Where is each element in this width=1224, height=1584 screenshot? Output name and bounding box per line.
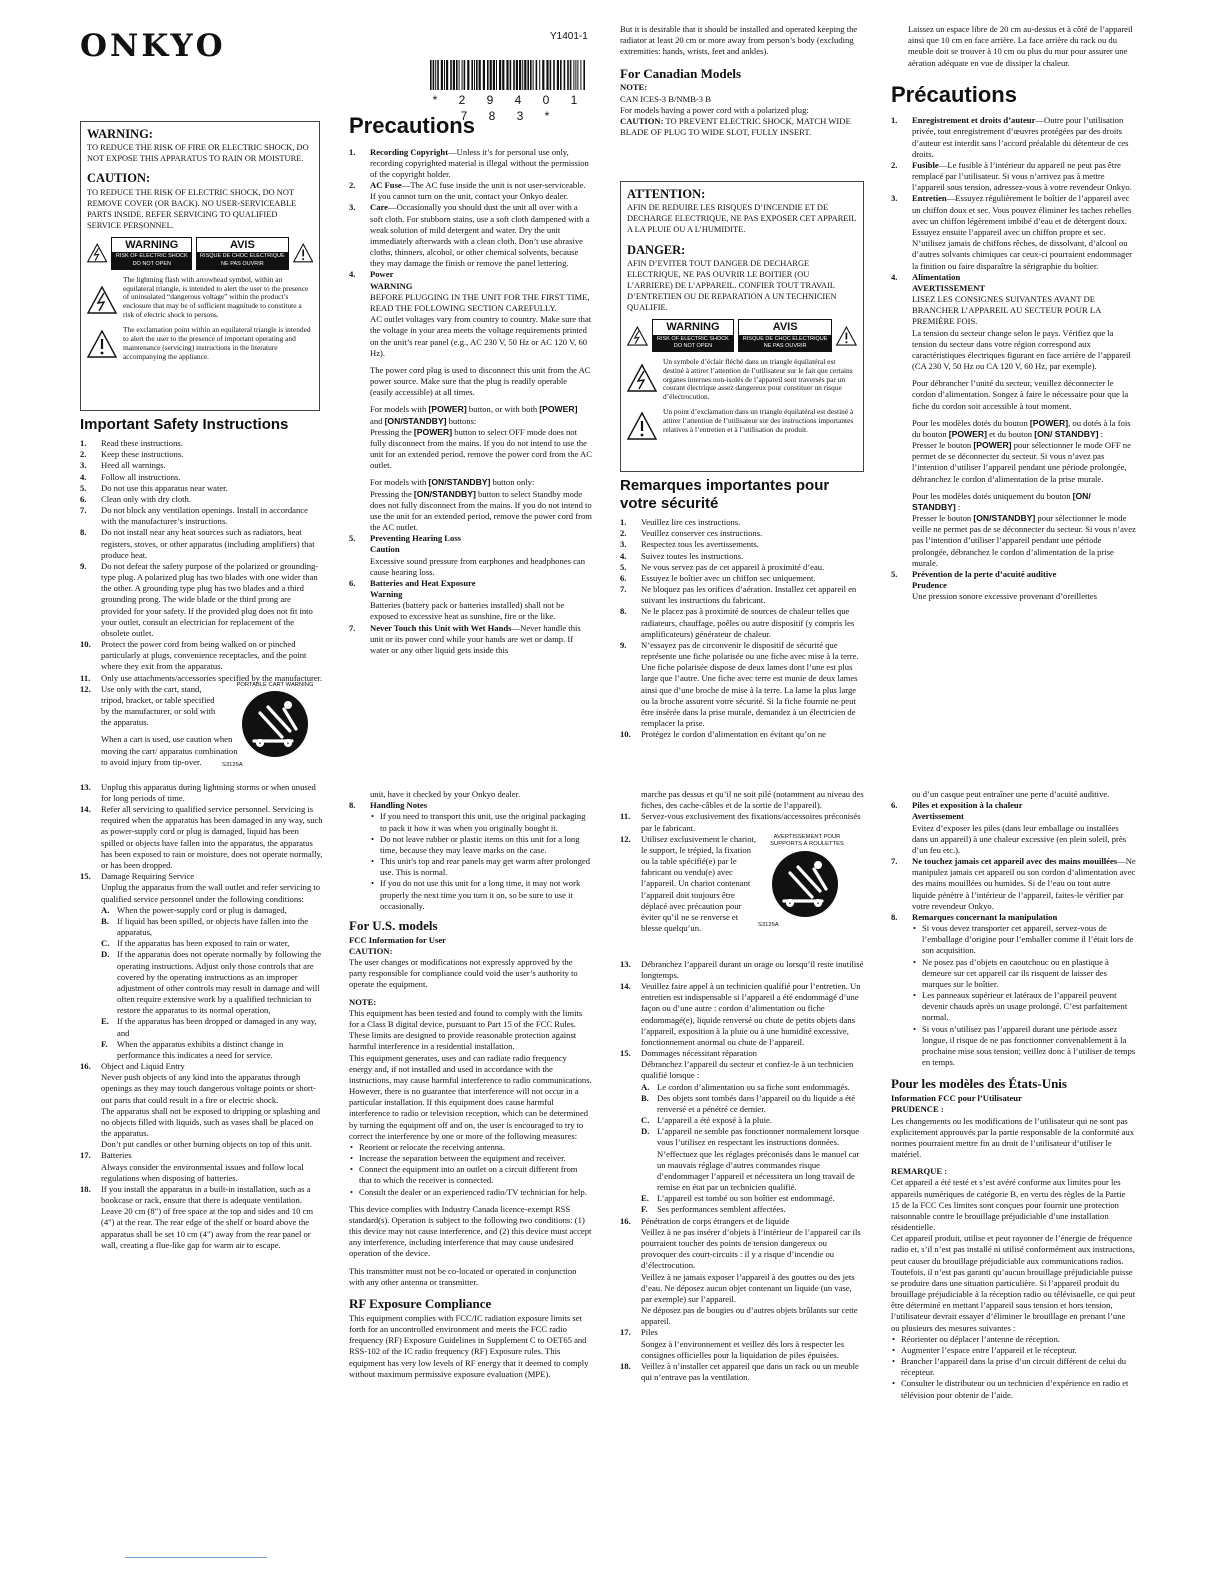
fr-safety-item-8: 9. N’essayez pas de circonvenir le dispositif de sécurité que représente une fiche polarisée ou une fiche avec mise à la terre. Une fiche polarisée dispose de deux lames dont l’une est plus large que l’autre. Une fiche avec terre est munie de deux lames ainsi que d’une broche de mise à la terre. La lame la plus large ou la broche assurent votre sécurité. Si la fiche fournie ne peut être insérée dans la prise murale, demandez à un électricien de remplacer la prise.	[620, 639, 859, 729]
column-2	[349, 112, 592, 656]
fr-handling-note-1: • Ne posez pas d’objets en caoutchouc ou en plastique à demeure sur cet appareil car ils risquent de laisser des marques sur le boîtier.	[912, 957, 1136, 991]
handling-note-0: • If you need to transport this unit, use the original packaging to pack it how it was when you originally bought it.	[370, 811, 592, 833]
safety-item-7: 8. Do not install near any heat sources such as radiators, heat registers, stoves, or other apparatus (including amplifiers) that produce heat.	[80, 527, 315, 560]
safety-item-5: 6. Clean only with dry cloth.	[80, 493, 191, 504]
cart-tipover-icon	[240, 689, 310, 759]
precaution-5: 5. Preventing Hearing Loss Caution Excessive sound pressure from earphones and headphones can cause hearing loss.	[349, 533, 586, 577]
safety-item-2: 3. Heed all warnings.	[80, 460, 166, 471]
fr-handling-note-0: • Si vous devez transporter cet appareil, servez-vous de l’emballage d’origine pour l’emballer comme il l’était lors de son acquisition.	[912, 923, 1136, 957]
us-models-title: For U.S. models	[349, 917, 438, 933]
precaution-4: 4. Power WARNING BEFORE PLUGGING IN THE UNIT FOR THE FIRST TIME, READ THE FOLLOWING SECTION CAREFULLY. AC outlet voltages vary from country to country. Make sure that the voltage in your area meets the voltage requirements printed on the unit’s rear panel (e.g., AC 230 V, 50 Hz or AC 120 V, 60 Hz). The power cord plug is used to disconnect this unit from the AC power source. Make sure that the plug is readily operable (easily accessible) at all times. For models with [POWER] button, or with both [POWER] and [ON/STANDBY] buttons: Pressing the [POWER] button to select OFF mode does not fully disconnect from the mains. If you do not intend to use the unit for an extended period, remove the power cord from the AC outlet. For models with [ON/STANDBY] button only: Pressing the [ON/STANDBY] button to select Standby mode does not fully disconnect from the mains. If you do not intend to use the unit for an extended period, remove the power cord from the AC outlet.	[349, 269, 592, 533]
safety-item-10: 11. Only use attachments/accessories specified by the manufacturer.	[80, 672, 323, 683]
fr-fcc-measure-1: • Augmenter l’espace entre l’appareil et le récepteur.	[891, 1345, 1136, 1356]
handling-note-1: • Do not leave rubber or plastic items on this unit for a long time, because they may leave marks on the case.	[370, 834, 592, 856]
safety-item-17: 17. Batteries Always consider the environmental issues and follow local regulations when disposing of batteries.	[80, 1150, 304, 1183]
safety-item-12: 12. Use only with the cart, stand, tripod, bracket, or table specified by the manufacturer, or sold with the apparatus. When a cart is used, use caution when moving the cart/ apparatus combination to avoid injury from tip-over. PORTABLE CART WARNING S3125A	[80, 684, 323, 782]
damage-condition-5: F. When the apparatus exhibits a distinct change in performance this indicates a need for service.	[101, 1038, 284, 1060]
column-4-lower: ou d’un casque peut entraîner une perte d’acuité auditive. 6. Piles et exposition à la chaleur Avertissement Evitez d’exposer les piles (dans leur emballage ou installées dans un appareil) à une chaleur excessive (en plein soleil, près d’un feu etc.). 7. Ne touchez jamais cet appareil avec des mains mouillées—Ne manipulez jamais cet appareil ou son cordon d’alimentation avec des mains mouillées ou humides. Si de l’eau ou tout autre liquide pénètre à l’intérieur de l’appareil, faites-le vérifier par votre revendeur Onkyo. 8. Remarques concernant la manipulation • Si vous devez transporter cet appareil, servez-vous de l’emballage d’origine pour l’emballer comme il l’était lors de son acquisition. • Ne posez pas d’objets en caoutchouc ou en plastique à demeure sur cet appareil car ils risquent de laisser des marques sur le boîtier. • Les panneaux supérieur et latéraux de l’appareil peuvent devenir chauds après un usage prolongé. C’est parfaitement normal. • Si vous n’utilisez pas l’appareil durant une période assez longue, il risque de ne pas fonctionner convenablement à la prochaine mise sous tension; veillez donc à l’utiliser de temps en temps. Pour les modèles des États-Unis Information FCC pour l’Utilisateur PRUDENCE : Les changements ou les modifications de l’utilisateur qui ne sont pas explicitement approuvés par la partie responsable de la conformité aux normes pourraient mettre fin au droit de l’utilisateur d’utiliser le matériel. REMARQUE : Cet appareil a été testé et s’est avéré conforme aux limites pour les appareils numériques de catégorie B, en vertu des règles de la Partie 15 de la FCC Ces limites sont conçues pour fournir une protection raisonnable contre le brouillage préjudiciable d’une installation résidentielle. Cet appareil produit, utilise et peut rayonner de l’énergie de fréquence radio et, s’il n’est pas installé ni utilisé conformément aux instructions, peut causer du brouillage préjudiciable aux communications radios. Toutefois, il n’est pas garanti qu’aucun brouillage préjudiciable puisse se produire dans une situation particulière. Si l’appareil produit du brouillage préjudiciable à la réception radio ou télévisuelle, ce qui peut être déterminé en mettant l’appareil sous tension et hors tension, l’utilisateur devrait essayer d’éliminer le brouillage en prenant l’une ou plusieurs des mesures suivantes : • Réorienter ou déplacer l’antenne de réception. • Augmenter l’espace entre l’appareil et le récepteur. • Brancher l’appareil dans la prise d’un circuit différent de celui du récepteur. • Consulter le distributeur ou un technicien d’expérience en radio et télévision pour obtenir de l’aide.	[891, 789, 1136, 1401]
fr-damage-condition-0: A. Le cordon d’alimentation ou sa fiche sont endommagés.	[641, 1081, 850, 1092]
exclamation-explanation	[87, 326, 313, 362]
avis-label: AVIS RISQUE DE CHOC ELECTRIQUE NE PAS OUVRIR	[196, 237, 288, 270]
lightning-triangle-icon	[627, 322, 648, 350]
fr-handling-note-2: • Les panneaux supérieur et latéraux de l’appareil peuvent devenir chauds après un usage prolongé. C’est parfaitement normal.	[912, 990, 1136, 1024]
fcc-measure-3: • Consult the dealer or an experienced radio/TV technician for help.	[349, 1187, 592, 1198]
fr-safety-item-4: 5. Ne vous servez pas de cet appareil à proximité d’eau.	[620, 561, 825, 572]
rf-exposure-title: RF Exposure Compliance	[349, 1295, 492, 1311]
lightning-explanation	[87, 276, 313, 320]
safety-title: Important Safety Instructions	[80, 416, 289, 433]
fr-damage-condition-4: E. L’appareil est tombé ou son boîtier est endommagé.	[641, 1193, 835, 1204]
safety-item-0: 1. Read these instructions.	[80, 438, 183, 448]
exclamation-text: The exclamation point within an equilateral triangle is intended to alert the user to the presence of important operating and maintenance (servicing) instructions in the literature accompanying the appliance.	[123, 325, 311, 361]
exclamation-triangle-icon	[836, 322, 857, 350]
fr-damage-condition-3: D. L’appareil ne semble pas fonctionner normalement lorsque vous l’utilisez en respectant les instructions données. N’effectuez que les réglages préconisés dans le manuel car un mauvais réglage d’autres commandes risque d’endommager l’appareil et nécessitera un long travail de remise en état par un technicien qualifié.	[641, 1126, 860, 1193]
precaution-6: 6. Batteries and Heat Exposure Warning Batteries (battery pack or batteries installed) shall not be exposed to excessive heat as sunshine, fire or the like.	[349, 577, 565, 622]
safety-item-9: 10. Protect the power cord from being walked on or pinched particularly at plugs, convenience receptacles, and the point where they exit from the apparatus.	[80, 639, 307, 672]
fr-safety-item-2: 3. Respectez tous les avertissements.	[620, 539, 759, 550]
fr-damage-condition-2: C. L’appareil a été exposé à la pluie.	[641, 1115, 772, 1126]
lightning-triangle-icon	[87, 286, 117, 314]
lightning-text: The lightning flash with arrowhead symbol, within an equilateral triangle, is intended to alert the user to the presence of uninsulated “dangerous voltage” within the product’s enclosure that may be of sufficient magnitude to constitute a risk of electric shock to persons.	[123, 274, 309, 320]
lightning-triangle-icon	[87, 239, 107, 267]
damage-condition-0: A. When the power-supply cord or plug is damaged,	[101, 904, 287, 915]
safety-item-15: 15. Damage Requiring Service Unplug the apparatus from the wall outlet and refer servicing to qualified service personnel under the following conditions: A. When the power-supply cord or plug is damaged, B. If liquid has been spilled, or objects have fallen into the apparatus, C. If the apparatus has been exposed to rain or water, D. If the apparatus does not operate normally by following the operating instructions. Adjust only those controls that are covered by the operating instructions as an improper adjustment of other controls may result in damage and will often require extensive work by a qualified technician to restore the apparatus to its normal operation, E. If the apparatus has been dropped or damaged in any way, and F. When the apparatus exhibits a distinct change in performance this indicates a need for service.	[80, 871, 322, 1060]
safety-item-b-1: 14. Refer all servicing to qualified service personnel. Servicing is required when the apparatus has been damaged in any way, such as power-supply cord or plug is damaged, liquid has been spilled or objects have fallen into the apparatus, the apparatus has been exposed to rain or moisture, does not operate normally, or has been dropped.	[80, 804, 323, 870]
column-3-continued: marche pas dessus et qu’il ne soit pilé (notamment au niveau des fiches, des cache-câbles et de la sortie de l’appareil). 11. Servez-vous exclusivement des fixations/accessoires préconisés par le fabricant. 12. Utilisez exclusivement le chariot, le support, le trépied, la fixation ou la table spécifié(e) par le fabricant ou vendu(e) avec l’appareil. Un chariot contenant l’appareil doit toujours être déplacé avec précaution pour éviter qu’il ne se renverse et blesse quelqu’un. AVERTISSEMENT POUR SUPPORTS À ROULETTES S3125A 13. Débranchez l’appareil durant un orage ou lorsqu’il reste inutilisé longtemps. 14. Veuillez faire appel à un technicien qualifié pour l’entretien. Un entretien est indispensable si l’appareil a été endommagé d’une façon ou d’une autre : cordon d’alimentation ou fiche endommagé(e), liquide renversé ou chute de petits objets dans l’appareil, exposition à la pluie ou à une humidité excessive, fonctionnement anormal ou chute de l’appareil. 15. Dommages nécessitant réparation Débranchez l’appareil du secteur et confiez-le à un technicien qualifié lorsque : A. Le cordon d’alimentation ou sa fiche sont endommagés. B. Des objets sont tombés dans l’appareil ou du liquide a été renversé et a pénétré ce dernier. C. L’appareil a été exposé à la pluie. D. L’appareil ne semble pas fonctionner normalement lorsque vous l’utilisez en respectant les instructions données. N’effectuez que les réglages préconisés dans le manuel car un mauvais réglage d’autres commandes risque d’endommager l’appareil et nécessitera un long travail de remise en état par un technicien qualifié. E. L’appareil est tombé ou son boîtier est endommagé. F. Ses performances semblent affectées. 16. Pénétration de corps étrangers et de liquide Veillez à ne pas insérer d’objets à l’intérieur de l’appareil car ils pourraient toucher des points de tension dangereux ou provoquer des court-circuits : il y a risque d’incendie ou d’électrocution. Veillez à ne jamais exposer l’appareil à des gouttes ou des jets d’eau. Ne déposez aucun objet contenant un liquide (un vase, par exemple) sur l’appareil. Ne déposez pas de bougies ou d’autres objets brûlants sur cette appareil. 17. Piles Songez à l’environnement et veillez dès lors à respecter les consignes officielles pour la liquidation de piles épuisées. 18. Veillez à n’installer cet appareil que dans un rack ou un meuble qui n’entrave pas la ventilation.	[620, 789, 864, 1383]
barcode-number: * 2 9 4 0 1 7 8 3 *	[432, 93, 587, 123]
warning-label: WARNING RISK OF ELECTRIC SHOCK DO NOT OPEN	[111, 237, 192, 270]
exclamation-triangle-icon	[627, 412, 657, 440]
warning-text: TO REDUCE THE RISK OF FIRE OR ELECTRIC SHOCK, DO NOT EXPOSE THIS APPARATUS TO RAIN OR MOISTURE.	[87, 143, 309, 164]
safety-item-b-0: 13. Unplug this apparatus during lightning storms or when unused for long periods of time.	[80, 781, 316, 803]
fr-damage-condition-1: B. Des objets sont tombés dans l’appareil ou du liquide a été renversé et a pénétré ce dernier.	[641, 1092, 856, 1114]
fr-safety-item-1: 2. Veuillez conserver ces instructions.	[620, 528, 763, 539]
handling-note-3: • If you do not use this unit for a long time, it may not work properly the next time you turn it on, so be sure to use it occasionally.	[370, 878, 592, 912]
exclamation-triangle-icon	[87, 330, 117, 358]
safety-item-3: 4. Follow all instructions.	[80, 471, 181, 482]
avis-label: AVIS RISQUE DE CHOC ELECTRIQUE NE PAS OUVRIR	[738, 319, 832, 352]
portable-cart-warning: PORTABLE CART WARNING S3125A	[222, 681, 314, 769]
onkyo-logo: ONKYO	[80, 28, 226, 64]
warning-title: WARNING:	[87, 127, 153, 141]
exclamation-triangle-icon	[293, 239, 313, 267]
column-3-lower: Remarques importantes pour votre sécurité 1. Veuillez lire ces instructions. 2. Veuillez conserver ces instructions. 3. Respectez tous les avertissements. 4. Suivez toutes les instructions. 5. Ne vous servez pas de cet appareil à proximité d’eau. 6. Essuyez le boîtier avec un chiffon sec uniquement. 7. Ne bloquez pas les orifices d’aération. Installez cet appareil en suivant les instructions du fabricant. 8. Ne le placez pas à proximité de sources de chaleur telles que radiateurs, chauffage, poêles ou autre dispositif (y compris les amplificateurs) générateur de chaleur. 9. N’essayez pas de circonvenir le dispositif de sécurité que représente une fiche polarisée ou une fiche avec mise à la terre. Une fiche polarisée dispose de deux lames dont l’une est plus large que l’autre. Une fiche avec terre est munie de deux lames ainsi que d’une broche de mise à la terre. La lame la plus large ou la broche assurent votre sécurité. Si la fiche fournie ne peut être insérée dans la prise murale, demandez à un électricien de remplacer la prise. 10. Protégez le cordon d’alimentation en évitant qu’on ne	[620, 477, 864, 740]
damage-condition-4: E. If the apparatus has been dropped or damaged in any way, and	[101, 1016, 317, 1038]
barcode	[430, 60, 588, 90]
safety-list-continued	[80, 782, 323, 871]
shock-warning-label	[87, 237, 313, 270]
damage-condition-2: C. If the apparatus has been exposed to rain or water,	[101, 938, 290, 949]
column-2-lower: unit, have it checked by your Onkyo dealer. 8. Handling Notes • If you need to transport this unit, use the original packaging to pack it how it was when you originally bought it. • Do not leave rubber or plastic items on this unit for a long time, because they may leave marks on the case. • This unit’s top and rear panels may get warm after prolonged use. This is normal. • If you do not use this unit for a long time, it may not work properly the next time you turn it on, so be sure to use it occasionally. For U.S. models FCC Information for User CAUTION: The user changes or modifications not expressly approved by the party responsible for compliance could void the user’s authority to operate the equipment. NOTE: This equipment has been tested and found to comply with the limits for a Class B digital device, pursuant to Part 15 of the FCC Rules. These limits are designed to provide reasonable protection against harmful interference in a residential installation. This equipment generates, uses and can radiate radio frequency energy and, if not installed and used in accordance with the instructions, may cause harmful interference to radio communications. However, there is no guarantee that interference will not occur in a particular installation. If this equipment does cause harmful interference to radio or television reception, which can be determined by turning the equipment off and on, the user is encouraged to try to correct the interference by one or more of the following measures: • Reorient or relocate the receiving antenna. • Increase the separation between the equipment and receiver. • Connect the equipment into an outlet on a circuit different from that to which the receiver is connected. • Consult the dealer or an experienced radio/TV technician for help. This device complies with Industry Canada licence-exempt RSS standard(s). Operation is subject to the following two conditions: (1) this device may not cause interference, and (2) this device must accept any interference, including interference that may cause undesired operation of the device. This transmitter must not be co-located or operated in conjunction with any other antenna or transmitter. RF Exposure Compliance This equipment complies with FCC/IC radiation exposure limits set forth for an uncontrolled environment and meets the FCC radio frequency (RF) Exposure Guidelines in Supplement C to OET65 and RSS-102 of the IC radio frequency (RF) Exposure rules. This equipment has very low levels of RF energy that it deemed to comply without maximum permissive exposure evaluation (MPE).	[349, 789, 592, 1380]
caution-title: CAUTION:	[87, 171, 151, 186]
lightning-triangle-icon	[627, 364, 657, 392]
safety-list	[80, 438, 323, 684]
warning-label: WARNING RISK OF ELECTRIC SHOCK DO NOT OPEN	[652, 319, 734, 352]
safety-item-16: 16. Object and Liquid Entry Never push objects of any kind into the apparatus through openings as they may touch dangerous voltage points or short-out parts that could result in a fire or electric shock. The apparatus shall not be exposed to dripping or splashing and no objects filled with liquids, such as vases shall be placed on the apparatus. Don’t put candles or other burning objects on top of this unit.	[80, 1061, 321, 1150]
column-3: But it is desirable that it should be installed and operated keeping the radiator at least 20 cm or more away from person’s body (excluding extremities: hands, wrists, feet and ankles). For Canadian Models NOTE: CAN ICES-3 B/NMB-3 B For models having a power cord with a polarized plug: CAUTION: TO PREVENT ELECTRIC SHOCK, MATCH WIDE BLADE OF PLUG TO WIDE SLOT, FULLY INSERT.	[620, 24, 858, 138]
fr-fcc-measure-0: • Réorienter ou déplacer l’antenne de réception.	[891, 1334, 1136, 1345]
damage-condition-3: D. If the apparatus does not operate normally by following the operating instructions. Adjust only those controls that are covered by the operating instructions as an improper adjustment of other controls may result in damage and will often require extensive work by a qualified technician to restore the apparatus to its normal operation,	[101, 949, 322, 1016]
fr-safety-item-9: 10. Protégez le cordon d’alimentation en évitant qu’on ne	[620, 729, 826, 740]
safety-item-8: 9. Do not defeat the safety purpose of the polarized or grounding-type plug. A polarized plug has two blades with one wider than the other. A grounding type plug has two blades and a third grounding prong. The wide blade or the third prong are provided for your safety. If the provided plug does not fit into your outlet, consult an electrician for replacement of the obsolete outlet.	[80, 560, 319, 638]
fr-cart-warning: AVERTISSEMENT POUR SUPPORTS À ROULETTES S3125A	[758, 833, 844, 928]
precaution-1: 1. Recording Copyright—Unless it’s for personal use only, recording copyrighted material is illegal without the permission of the copyright holder.	[349, 146, 589, 179]
precaution-7: 7. Never Touch this Unit with Wet Hands—Never handle this unit or its power cord while your hands are wet or damp. If water or any other liquid gets inside this	[349, 622, 581, 655]
fr-fcc-measure-3: • Consulter le distributeur ou un technicien d’expérience en radio et télévision pour obtenir de l’aide.	[891, 1378, 1136, 1400]
fr-handling-note-3: • Si vous n’utilisez pas l’appareil durant une période assez longue, il risque de ne pas fonctionner convenablement à la prochaine mise sous tension; veillez donc à l’utiliser de temps en temps.	[912, 1024, 1136, 1069]
fcc-measure-1: • Increase the separation between the equipment and receiver.	[349, 1153, 592, 1164]
fr-safety-item-3: 4. Suivez toutes les instructions.	[620, 550, 744, 561]
precautions-title: Precautions	[349, 113, 475, 138]
fr-safety-item-6: 7. Ne bloquez pas les orifices d’aération. Installez cet appareil en suivant les instructions du fabricant.	[620, 584, 857, 606]
column-1	[80, 416, 323, 1251]
fcc-measure-2: • Connect the equipment into an outlet on a circuit different from that to which the receiver is connected.	[349, 1164, 592, 1186]
document-code: Y1401-1	[550, 31, 588, 42]
safety-item-18: 18. If you install the apparatus in a built-in installation, such as a bookcase or rack, ensure that there is adequate ventilation. Leave 20 cm (8") of free space at the top and sides and 10 cm (4") at the rear. The rear edge of the shelf or board above the apparatus shall be set 10 cm (4") away from the rear panel or wall, creating a flue-like gap for warm air to escape.	[80, 1183, 314, 1250]
footer-line	[125, 1557, 267, 1558]
fr-item-12: 12. Utilisez exclusivement le chariot, le support, le trépied, la fixation ou la table spécifié(e) par le fabricant ou vendu(e) avec l’appareil. Un chariot contenant l’appareil doit toujours être déplacé avec précaution pour éviter qu’il ne se renverse et blesse quelqu’un. AVERTISSEMENT POUR SUPPORTS À ROULETTES S3125A	[620, 834, 864, 959]
precaution-8: 8. Handling Notes • If you need to transport this unit, use the original packaging to pack it how it was when you originally bought it. • Do not leave rubber or plastic items on this unit for a long time, because they may leave marks on the case. • This unit’s top and rear panels may get warm after prolonged use. This is normal. • If you do not use this unit for a long time, it may not work properly the next time you turn it on, so be sure to use it occasionally.	[349, 800, 592, 912]
precaution-3: 3. Care—Occasionally you should dust the unit all over with a soft cloth. For stubborn stains, use a soft cloth dampened with a weak solution of mild detergent and water. Dry the unit immediately afterwards with a clean cloth. Don’t use abrasive cloths, thinners, alcohol, or other chemical solvents, because they may damage the finish or remove the panel lettering.	[349, 202, 590, 269]
fr-safety-item-7: 8. Ne le placez pas à proximité de sources de chaleur telles que radiateurs, chauffage, poêles ou autre dispositif (y compris les amplificateurs) générateur de chaleur.	[620, 606, 855, 639]
caution-text: TO REDUCE THE RISK OF ELECTRIC SHOCK, DO NOT REMOVE COVER (OR BACK). NO USER-SERVICEABLE PARTS INSIDE. REFER SERVICING TO QUALIFIED SERVICE PERSONNEL.	[87, 187, 297, 230]
fr-safety-item-0: 1. Veuillez lire ces instructions.	[620, 517, 741, 527]
fr-damage-condition-5: F. Ses performances semblent affectées.	[641, 1204, 786, 1215]
fr-safety-item-5: 6. Essuyez le boîtier avec un chiffon sec uniquement.	[620, 572, 816, 583]
safety-item-4: 5. Do not use this apparatus near water.	[80, 482, 228, 493]
cart-tipover-icon	[770, 849, 840, 919]
column-4: Laissez un espace libre de 20 cm au-dessus et à côté de l’appareil ainsi que 10 cm en face arrière. La face arrière du rack ou du meuble doit se trouver à 10 cm ou plus du mur pour assurer une aération adéquate en vue de dissiper la chaleur. Précautions 1. Enregistrement et droits d’auteur—Outre pour l’utilisation privée, tout enregistrement d’œuvres protégées par des droits d’auteur est interdit sans l’accord préalable du détenteur de ces droits. 2. Fusible—Le fusible à l’intérieur du appareil ne peut pas être remplacé par l’utilisateur. Si vous n’arrivez pas à mettre l’appareil sous tension, adressez-vous à votre revendeur Onkyo. 3. Entretien—Essuyez régulièrement le boîtier de l’appareil avec un chiffon doux et sec. Vous pouvez éliminer les taches rebelles avec un chiffon légèrement imbibé d’eau et de détergent doux. Essuyez ensuite l’appareil avec un chiffon propre et sec. N’utilisez jamais de chiffons rêches, de dissolvant, d’alcool ou d’autres solvants chimiques car ceux-ci pourraient endommager la finition ou faire disparaître la sérigraphie du boîtier. 4. Alimentation AVERTISSEMENT LISEZ LES CONSIGNES SUIVANTES AVANT DE BRANCHER L’APPAREIL AU SECTEUR POUR LA PREMIÈRE FOIS. La tension du secteur change selon le pays. Vérifiez que la tension du secteur dans votre région correspond aux caractéristiques électriques figurant en face arrière de l’appareil (CA 230 V, 50 Hz ou CA 120 V, 60 Hz, par exemple). Pour débrancher l’unité du secteur, veuillez déconnecter le cordon d’alimentation. Songez à faire le nécessaire pour que la fiche du cordon soit accessible à tout moment. Pour les modèles dotés du bouton [POWER], ou dotés à la fois du bouton [POWER] et du bouton [ON/ STANDBY] : Presser le bouton [POWER] pour sélectionner le mode OFF ne permet de se déconnecter du secteur. Si vous n’avez pas l’intention d’utiliser l’appareil pendant une période prolongée, débranchez le cordon d’alimentation de la prise murale. Pour les modèles dotés uniquement du bouton [ON/ STANDBY] : Presser le bouton [ON/STANDBY] pour sélectionner le mode veille ne permet pas de se déconnecter du secteur. Si vous n’avez pas l’intention d’utiliser l’appareil pendant une période prolongée, débranchez le cordon d’alimentation de la prise murale. 5. Prévention de la perte d’acuité auditive Prudence Une pression sonore excessive provenant d’oreillettes	[891, 24, 1136, 602]
safety-item-6: 7. Do not block any ventilation openings. Install in accordance with the manufacturer’s instructions.	[80, 505, 308, 527]
precaution-2: 2. AC Fuse—The AC fuse inside the unit is not user-serviceable. If you cannot turn on the unit, contact your Onkyo dealer.	[349, 180, 586, 202]
safety-item-1: 2. Keep these instructions.	[80, 449, 184, 460]
attention-box: ATTENTION: AFIN DE REDUIRE LES RISQUES D’INCENDIE ET DE DECHARGE ELECTRIQUE, NE PAS EXPOSER CET APPAREIL A LA PLUIE OU A L’HUMIDITE. DANGER: AFIN D’EVITER TOUT DANGER DE DECHARGE ELECTRIQUE, NE PAS OUVRIR LE BOITIER (OU L’ARRIERE) DE L’APPAREIL. CONFIER TOUT TRAVAIL D’ENTRETIEN OU DE REPARATION A UN TECHNICIEN QUALIFIE. WARNING RISK OF ELECTRIC SHOCK DO NOT OPEN AVIS RISQUE DE CHOC ELECTRIQUE NE PAS OUVRIR Un symbole d’éclair fléché dans un triangle équilatéral est destiné à attirer l’attention de l’utilisateur sur le fait que certains organes internes non-isolés de l’appareil sont traversés par un courant électrique assez dangereux pour constituer un risque d’électrocution. Un point d’exclamation dans un triangle équilatéral est destiné à attirer l’attention de l’utilisateur sur des instructions importantes relatives à l’entretien et à l’utilisation du produit.	[620, 181, 864, 472]
handling-note-2: • This unit’s top and rear panels may get warm after prolonged use. This is normal.	[370, 856, 592, 878]
fcc-measure-0: • Reorient or relocate the receiving antenna.	[349, 1142, 592, 1153]
warning-box	[80, 121, 320, 411]
damage-condition-1: B. If liquid has been spilled, or objects have fallen into the apparatus,	[101, 915, 309, 938]
fr-fcc-measure-2: • Brancher l’appareil dans la prise d’un circuit différent de celui du récepteur.	[891, 1356, 1136, 1378]
